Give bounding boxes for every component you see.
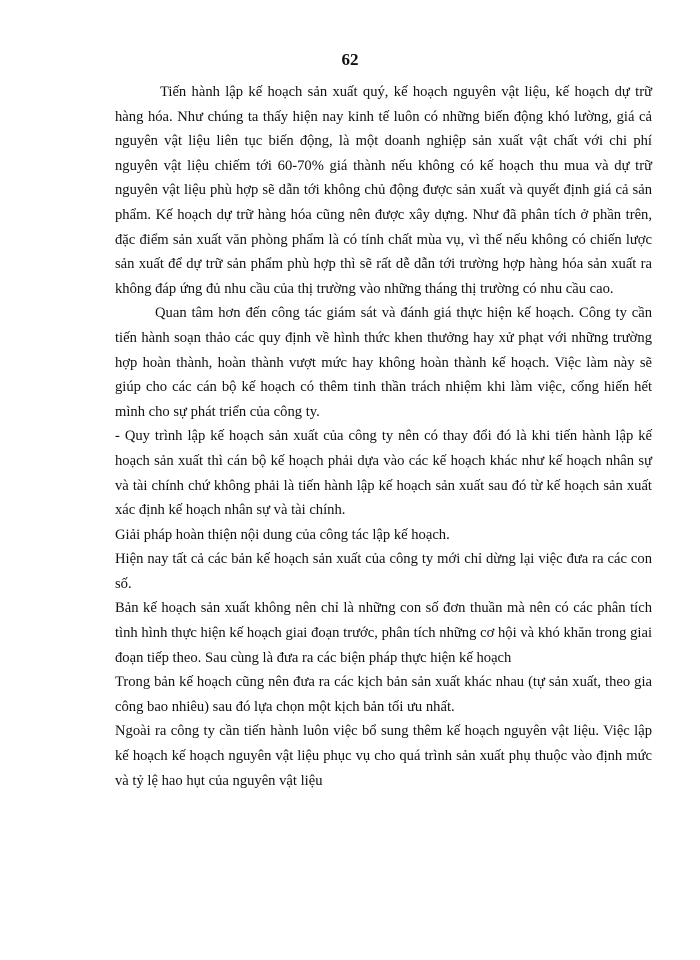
paragraph-solution-heading: Giải pháp hoàn thiện nội dung của công tác lập kế hoạch. — [115, 526, 450, 543]
page-number: 62 — [341, 50, 359, 69]
paragraph-materials-plan: Ngoài ra công ty cần tiến hành luôn việc bổ sung thêm kế hoạch nguyên vật liệu. Việc lập kế hoạch kế hoạch nguyên vật liệu phục vụ cho quá trình sản xuất phụ thuộc vào định mức và tỷ lệ hao hụt của nguyên vật liệu — [115, 723, 652, 789]
paragraph-analysis: Bản kế hoạch sản xuất không nên chỉ là những con số đơn thuần mà nên có các phân tích tình hình thực hiện kế hoạch giai đoạn trước, phân tích những cơ hội và khó khăn trong giai đoạn tiếp theo. Sau cùng là đưa ra các biện pháp thực hiện kế hoạch — [115, 600, 652, 666]
paragraph-production-planning: Tiến hành lập kế hoạch sản xuất quý, kế hoạch nguyên vật liệu, kế hoạch dự trữ hàng hóa. Như chúng ta thấy hiện nay kinh tế luôn có những biến động khó lường, giá cả nguyên vật liệu liên tục biến động, là một doanh nghiệp sản xuất vật chất với chi phí nguyên vật liệu chiếm tới 60-70% giá thành nếu không có kế hoạch thu mua và dự trữ nguyên vật liệu phù hợp sẽ dẫn tới không chủ động được sản xuất và quyết định giá cả sản phẩm. Kế hoạch dự trữ hàng hóa cũng nên được xây dựng. Như đã phân tích ở phần trên, đặc điểm sản xuất văn phòng phẩm là có tính chất mùa vụ, vì thế nếu không có chiến lược sản xuất để dự trữ sản phẩm phù hợp thì sẽ rất dễ dẫn tới trường hợp hàng hóa sản xuất ra không đáp ứng đủ nhu cầu của thị trường vào những tháng thị trường có nhu cầu cao. — [115, 84, 652, 297]
paragraph-planning-process: - Quy trình lập kế hoạch sản xuất của công ty nên có thay đổi đó là khi tiến hành lập kế hoạch sản xuất thì cán bộ kế hoạch phải dựa vào các kế hoạch khác như kế hoạch nhân sự và tài chính chứ không phải là tiến hành lập kế hoạch sản xuất sau đó từ kế hoạch sản xuất xác định kế hoạch nhân sự và tài chính. — [115, 428, 652, 519]
paragraph-current-state: Hiện nay tất cả các bản kế hoạch sản xuất của công ty mới chỉ dừng lại việc đưa ra các con số. — [115, 551, 652, 592]
paragraph-scenarios: Trong bản kế hoạch cũng nên đưa ra các kịch bản sản xuất khác nhau (tự sản xuất, theo gia công bao nhiêu) sau đó lựa chọn một kịch bản tối ưu nhất. — [115, 674, 652, 715]
body-text — [115, 80, 652, 793]
paragraph-monitoring: Quan tâm hơn đến công tác giám sát và đánh giá thực hiện kế hoạch. Công ty cần tiến hành soạn thảo các quy định về hình thức khen thưởng hay xử phạt với những trường hợp hoàn thành, hoàn thành vượt mức hay không hoàn thành kế hoạch. Việc làm này sẽ giúp cho các cán bộ kế hoạch có thêm tinh thần trách nhiệm khi làm việc, cống hiến hết mình cho sự phát triển của công ty. — [115, 305, 652, 420]
